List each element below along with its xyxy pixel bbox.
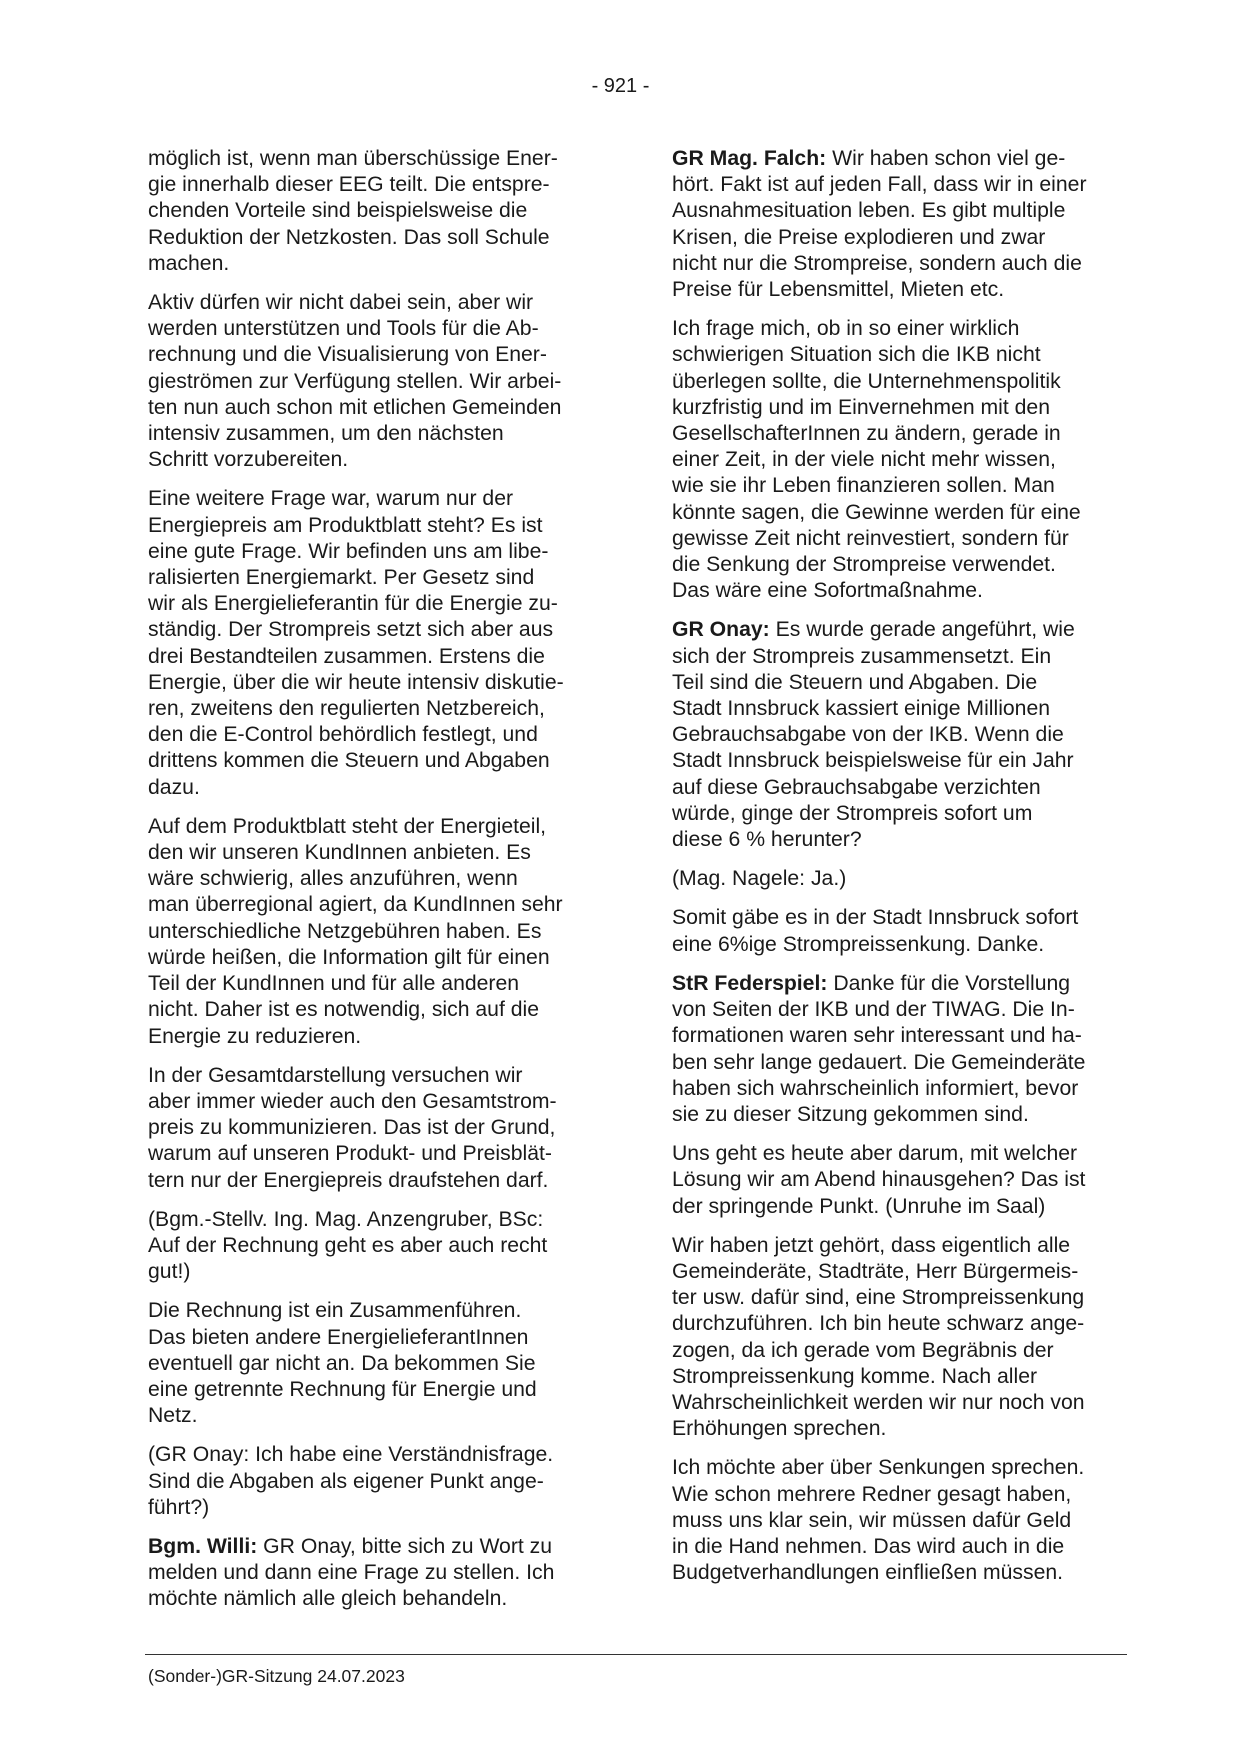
text-line: [672, 395, 1124, 421]
text-line: [672, 1560, 1124, 1586]
line-text: gie innerhalb dieser EEG teilt. Die entspre-: [148, 173, 550, 197]
line-text: eine 6%ige Strompreissenkung. Danke.: [672, 932, 1045, 956]
line-text: Sind die Abgaben als eigener Punkt ange-: [148, 1469, 544, 1493]
line-text: gieströmen zur Verfügung stellen. Wir arbei-: [148, 369, 562, 393]
text-line: [148, 342, 600, 368]
line-text: preis zu kommunizieren. Das ist der Grund,: [148, 1116, 556, 1140]
text-line: [672, 1285, 1124, 1311]
text-line: [672, 670, 1124, 696]
line-text: formationen waren sehr interessant und ha-: [672, 1024, 1082, 1048]
line-text: Teil der KundInnen und für alle anderen: [148, 972, 520, 996]
line-text: Ausnahmesituation leben. Es gibt multiple: [672, 199, 1066, 223]
text-line: [672, 342, 1124, 368]
text-line: [672, 905, 1124, 931]
text-line: [148, 1141, 600, 1167]
line-text: Budgetverhandlungen einfließen müssen.: [672, 1561, 1064, 1585]
text-line: [148, 1259, 600, 1285]
line-text: unterschiedliche Netzgebühren haben. Es: [148, 919, 542, 943]
line-text: Die Rechnung ist ein Zusammenführen.: [148, 1299, 522, 1323]
text-line: [672, 1508, 1124, 1534]
text-line: [672, 1167, 1124, 1193]
line-text: eine getrennte Rechnung für Energie und: [148, 1377, 537, 1401]
text-line: [148, 1469, 600, 1495]
text-line: [672, 644, 1124, 670]
line-text: ren, zweitens den regulierten Netzbereich,: [148, 697, 545, 721]
line-text: (Mag. Nagele: Ja.): [672, 867, 847, 891]
text-line: [672, 1023, 1124, 1049]
text-line: [148, 644, 600, 670]
text-line: [672, 997, 1124, 1023]
text-line: [672, 500, 1124, 526]
text-line: [148, 1115, 600, 1141]
paragraph: [672, 971, 1124, 1128]
paragraph: [148, 1207, 600, 1286]
text-line: [672, 1364, 1124, 1390]
line-text: Uns geht es heute aber darum, mit welcher: [672, 1142, 1078, 1166]
line-text: hört. Fakt ist auf jeden Fall, dass wir in einer: [672, 173, 1087, 197]
text-line: [148, 290, 600, 316]
line-text: aber immer wieder auch den Gesamtstrom-: [148, 1089, 557, 1113]
text-line: [148, 971, 600, 997]
line-text: würde heißen, die Information gilt für einen: [148, 945, 550, 969]
text-line: [672, 1259, 1124, 1285]
text-line: [148, 866, 600, 892]
line-text: Stadt Innsbruck kassiert einige Millionen: [672, 697, 1051, 721]
line-text: wir als Energielieferantin für die Energie zu-: [148, 592, 558, 616]
text-line: [148, 1403, 600, 1429]
text-line: [148, 696, 600, 722]
text-line: [672, 1311, 1124, 1337]
text-line: [672, 447, 1124, 473]
line-text: Lösung wir am Abend hinausgehen? Das ist: [672, 1168, 1086, 1192]
line-text: In der Gesamtdarstellung versuchen wir: [148, 1063, 523, 1087]
line-text: die Senkung der Strompreise verwendet.: [672, 553, 1056, 577]
line-text: Wir haben jetzt gehört, dass eigentlich alle: [672, 1233, 1071, 1257]
text-line: [148, 539, 600, 565]
line-text: könnte sagen, die Gewinne werden für eine: [672, 500, 1081, 524]
line-text: ständig. Der Strompreis setzt sich aber aus: [148, 618, 554, 642]
text-line: [672, 526, 1124, 552]
text-line: [148, 251, 600, 277]
line-text: Strompreissenkung komme. Nach aller: [672, 1364, 1038, 1388]
line-text: nicht. Daher ist es notwendig, sich auf die: [148, 998, 540, 1022]
line-text: GR Onay, bitte sich zu Wort zu: [263, 1534, 553, 1558]
text-line: [672, 369, 1124, 395]
line-text: gewisse Zeit nicht reinvestiert, sondern für: [672, 526, 1069, 550]
text-line: [148, 1325, 600, 1351]
text-line: [672, 1482, 1124, 1508]
line-text: Das bieten andere EnergielieferantInnen: [148, 1325, 529, 1349]
text-line: [148, 1377, 600, 1403]
text-line: [148, 486, 600, 512]
text-line: [148, 395, 600, 421]
speaker-name: Bgm. Willi:: [148, 1534, 258, 1558]
text-line: [148, 670, 600, 696]
text-line: [672, 801, 1124, 827]
text-line: [672, 1416, 1124, 1442]
text-line: [148, 225, 600, 251]
line-text: gut!): [148, 1260, 191, 1284]
right-column: [672, 146, 1124, 1599]
line-text: einer Zeit, in der viele nicht mehr wissen,: [672, 448, 1056, 472]
text-line: [148, 1534, 600, 1560]
line-text: diese 6 % herunter?: [672, 828, 862, 852]
text-line: [672, 866, 1124, 892]
page-number: - 921 -: [591, 75, 650, 97]
line-text: Wie schon mehrere Redner gesagt haben,: [672, 1482, 1072, 1506]
text-line: [672, 971, 1124, 997]
line-text: Es wurde gerade angeführt, wie: [775, 618, 1075, 642]
text-line: [672, 578, 1124, 604]
text-line: [672, 696, 1124, 722]
line-text: durchzuführen. Ich bin heute schwarz ange-: [672, 1312, 1085, 1336]
line-text: schwierigen Situation sich die IKB nicht: [672, 343, 1041, 367]
line-text: machen.: [148, 251, 230, 275]
line-text: man überregional agiert, da KundInnen sehr: [148, 893, 563, 917]
line-text: Netz.: [148, 1404, 198, 1428]
text-line: [672, 146, 1124, 172]
text-line: [672, 1194, 1124, 1220]
text-line: [672, 1076, 1124, 1102]
line-text: Gemeinderäte, Stadträte, Herr Bürgermeis-: [672, 1259, 1079, 1283]
line-text: ralisierten Energiemarkt. Per Gesetz sind: [148, 566, 535, 590]
text-line: [672, 198, 1124, 224]
line-text: Erhöhungen sprechen.: [672, 1417, 887, 1441]
paragraph: [672, 1141, 1124, 1220]
paragraph: [672, 866, 1124, 892]
text-line: [672, 932, 1124, 958]
text-line: [148, 513, 600, 539]
text-line: [148, 1024, 600, 1050]
text-line: [672, 1050, 1124, 1076]
text-line: [148, 997, 600, 1023]
line-text: Energie zu reduzieren.: [148, 1024, 362, 1048]
text-line: [148, 1063, 600, 1089]
paragraph: [672, 146, 1124, 303]
line-text: Krisen, die Preise explodieren und zwar: [672, 225, 1046, 249]
text-line: [148, 840, 600, 866]
line-text: möglich ist, wenn man überschüssige Ener-: [148, 147, 558, 170]
line-text: ten nun auch schon mit etlichen Gemeinden: [148, 395, 562, 419]
text-line: [672, 172, 1124, 198]
line-text: rechnung und die Visualisierung von Ener-: [148, 343, 547, 367]
line-text: haben sich wahrscheinlich informiert, bevor: [672, 1076, 1079, 1100]
paragraph: [672, 1455, 1124, 1586]
line-text: Danke für die Vorstellung: [833, 971, 1071, 995]
line-text: Gebrauchsabgabe von der IKB. Wenn die: [672, 723, 1064, 747]
text-line: [148, 892, 600, 918]
text-line: [148, 1233, 600, 1259]
line-text: auf diese Gebrauchsabgabe verzichten: [672, 775, 1041, 799]
text-line: [148, 369, 600, 395]
line-text: tern nur der Energiepreis draufstehen darf.: [148, 1168, 549, 1192]
line-text: Somit gäbe es in der Stadt Innsbruck sofort: [672, 906, 1079, 930]
line-text: chenden Vorteile sind beispielsweise die: [148, 199, 528, 223]
text-line: [148, 1495, 600, 1521]
line-text: GesellschafterInnen zu ändern, gerade in: [672, 422, 1061, 446]
line-text: den die E-Control behördlich festlegt, und: [148, 723, 538, 747]
text-line: [148, 1586, 600, 1612]
line-text: wie sie ihr Leben finanzieren sollen. Man: [672, 474, 1055, 498]
speaker-name: GR Mag. Falch:: [672, 147, 827, 170]
text-line: [148, 172, 600, 198]
line-text: drittens kommen die Steuern und Abgaben: [148, 749, 550, 773]
line-text: den wir unseren KundInnen anbieten. Es: [148, 841, 531, 865]
paragraph: [672, 316, 1124, 604]
line-text: überlegen sollte, die Unternehmenspolitik: [672, 369, 1061, 393]
paragraph: [148, 290, 600, 473]
line-text: Stadt Innsbruck beispielsweise für ein Jahr: [672, 749, 1074, 773]
line-text: melden und dann eine Frage zu stellen. Ich: [148, 1561, 555, 1585]
text-line: [148, 146, 600, 172]
paragraph: [672, 1233, 1124, 1443]
line-text: möchte nämlich alle gleich behandeln.: [148, 1587, 508, 1611]
paragraph: [672, 617, 1124, 853]
line-text: drei Bestandteilen zusammen. Erstens die: [148, 644, 545, 668]
text-line: [148, 447, 600, 473]
line-text: Teil sind die Steuern und Abgaben. Die: [672, 670, 1038, 694]
line-text: ben sehr lange gedauert. Die Gemeinderäte: [672, 1050, 1086, 1074]
footer-divider: [145, 1654, 1127, 1655]
line-text: werden unterstützen und Tools für die Ab-: [148, 317, 539, 341]
text-line: [672, 1233, 1124, 1259]
line-text: eventuell gar nicht an. Da bekommen Sie: [148, 1351, 536, 1375]
line-text: dazu.: [148, 775, 200, 799]
paragraph: [148, 146, 600, 277]
text-line: [148, 421, 600, 447]
line-text: Schritt vorzubereiten.: [148, 448, 349, 472]
text-line: [672, 225, 1124, 251]
line-text: Das wäre eine Sofortmaßnahme.: [672, 579, 983, 603]
line-text: nicht nur die Strompreise, sondern auch die: [672, 251, 1082, 275]
text-line: [672, 617, 1124, 643]
text-line: [148, 1351, 600, 1377]
line-text: Auf dem Produktblatt steht der Energieteil,: [148, 814, 547, 838]
text-line: [672, 827, 1124, 853]
text-line: [148, 1560, 600, 1586]
line-text: Preise für Lebensmittel, Mieten etc.: [672, 278, 1005, 302]
line-text: Aktiv dürfen wir nicht dabei sein, aber wir: [148, 291, 534, 315]
line-text: sie zu dieser Sitzung gekommen sind.: [672, 1102, 1029, 1126]
text-line: [148, 919, 600, 945]
paragraph: [148, 1298, 600, 1429]
text-line: [148, 1089, 600, 1115]
line-text: zogen, da ich gerade vom Begräbnis der: [672, 1338, 1054, 1362]
line-text: Energie, über die wir heute intensiv diskutie-: [148, 670, 564, 694]
text-line: [148, 316, 600, 342]
line-text: führt?): [148, 1495, 210, 1519]
text-line: [148, 775, 600, 801]
line-text: Wir haben schon viel ge-: [832, 147, 1066, 170]
line-text: muss uns klar sein, wir müssen dafür Geld: [672, 1508, 1072, 1532]
text-line: [672, 1102, 1124, 1128]
text-line: [148, 198, 600, 224]
text-line: [148, 814, 600, 840]
line-text: (GR Onay: Ich habe eine Verständnisfrage.: [148, 1443, 554, 1467]
text-line: [672, 277, 1124, 303]
text-line: [672, 251, 1124, 277]
line-text: Eine weitere Frage war, warum nur der: [148, 487, 514, 511]
line-text: Auf der Rechnung geht es aber auch recht: [148, 1233, 548, 1257]
text-line: [148, 1442, 600, 1468]
text-line: [672, 1338, 1124, 1364]
paragraph: [148, 1063, 600, 1194]
text-line: [672, 552, 1124, 578]
text-line: [672, 316, 1124, 342]
text-line: [148, 1168, 600, 1194]
text-line: [148, 945, 600, 971]
left-column: [148, 146, 600, 1626]
speaker-name: StR Federspiel:: [672, 971, 828, 995]
paragraph: [148, 1442, 600, 1521]
text-line: [672, 1455, 1124, 1481]
speaker-name: GR Onay:: [672, 618, 770, 642]
line-text: Energiepreis am Produktblatt steht? Es ist: [148, 513, 543, 537]
line-text: sich der Strompreis zusammensetzt. Ein: [672, 644, 1052, 668]
text-line: [672, 1141, 1124, 1167]
text-line: [672, 775, 1124, 801]
footer-text: (Sonder-)GR-Sitzung 24.07.2023: [148, 1666, 405, 1686]
line-text: (Bgm.-Stellv. Ing. Mag. Anzengruber, BSc:: [148, 1207, 544, 1231]
text-line: [148, 748, 600, 774]
line-text: von Seiten der IKB und der TIWAG. Die In-: [672, 998, 1075, 1022]
text-line: [672, 1534, 1124, 1560]
line-text: eine gute Frage. Wir befinden uns am libe-: [148, 539, 549, 563]
text-line: [672, 748, 1124, 774]
line-text: Ich möchte aber über Senkungen sprechen.: [672, 1456, 1085, 1480]
line-text: der springende Punkt. (Unruhe im Saal): [672, 1194, 1046, 1218]
paragraph: [148, 486, 600, 800]
text-line: [148, 1207, 600, 1233]
text-line: [148, 565, 600, 591]
line-text: ter usw. dafür sind, eine Strompreissenkung: [672, 1286, 1085, 1310]
line-text: Ich frage mich, ob in so einer wirklich: [672, 317, 1020, 341]
paragraph: [148, 1534, 600, 1613]
line-text: Wahrscheinlichkeit werden wir nur noch von: [672, 1390, 1085, 1414]
text-line: [672, 473, 1124, 499]
text-line: [672, 1390, 1124, 1416]
line-text: wäre schwierig, alles anzuführen, wenn: [148, 867, 518, 891]
line-text: kurzfristig und im Einvernehmen mit den: [672, 395, 1051, 419]
line-text: intensiv zusammen, um den nächsten: [148, 422, 504, 446]
text-line: [148, 1298, 600, 1324]
line-text: würde, ginge der Strompreis sofort um: [672, 801, 1033, 825]
text-line: [148, 617, 600, 643]
line-text: warum auf unseren Produkt- und Preisblät-: [148, 1142, 552, 1166]
text-line: [672, 421, 1124, 447]
paragraph: [672, 905, 1124, 957]
line-text: Reduktion der Netzkosten. Das soll Schule: [148, 225, 550, 249]
paragraph: [148, 814, 600, 1050]
line-text: in die Hand nehmen. Das wird auch in die: [672, 1534, 1065, 1558]
text-line: [148, 722, 600, 748]
text-line: [672, 722, 1124, 748]
text-line: [148, 591, 600, 617]
